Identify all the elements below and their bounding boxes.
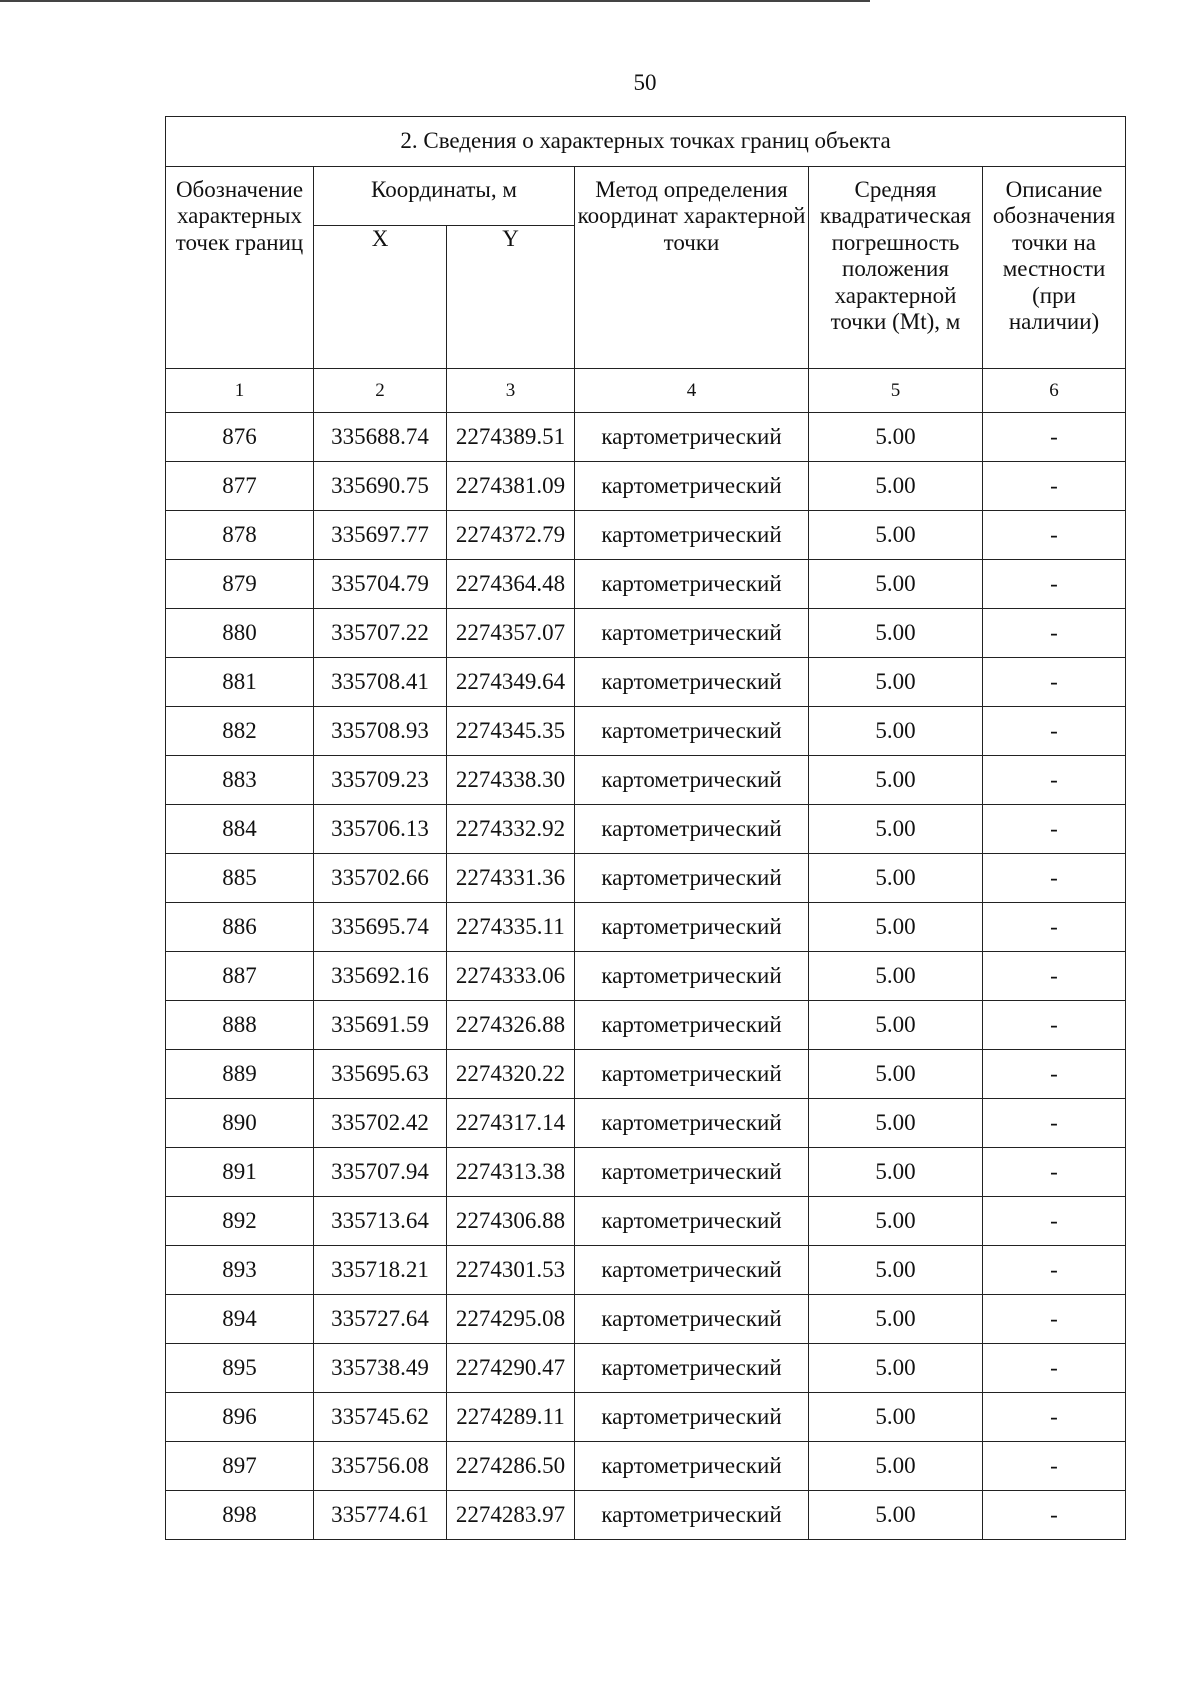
error-cell: 5.00 bbox=[809, 560, 983, 609]
x-coordinate-cell: 335745.62 bbox=[314, 1393, 447, 1442]
method-cell: картометрический bbox=[575, 756, 809, 805]
method-cell: картометрический bbox=[575, 707, 809, 756]
y-coordinate-cell: 2274381.09 bbox=[447, 462, 575, 511]
point-id-cell: 883 bbox=[166, 756, 314, 805]
header-description: Описание обозначения точки на местности (при наличии) bbox=[983, 167, 1126, 369]
method-cell: картометрический bbox=[575, 1050, 809, 1099]
error-cell: 5.00 bbox=[809, 1001, 983, 1050]
table-row bbox=[166, 1344, 1126, 1393]
error-cell: 5.00 bbox=[809, 1295, 983, 1344]
y-coordinate-cell: 2274333.06 bbox=[447, 952, 575, 1001]
error-cell: 5.00 bbox=[809, 756, 983, 805]
y-coordinate-cell: 2274364.48 bbox=[447, 560, 575, 609]
column-number: 5 bbox=[809, 369, 983, 413]
table-row bbox=[166, 903, 1126, 952]
boundary-points-table bbox=[165, 116, 1126, 1540]
point-id-cell: 877 bbox=[166, 462, 314, 511]
method-cell: картометрический bbox=[575, 854, 809, 903]
point-id-cell: 896 bbox=[166, 1393, 314, 1442]
description-cell: - bbox=[983, 805, 1126, 854]
description-cell: - bbox=[983, 511, 1126, 560]
y-coordinate-cell: 2274295.08 bbox=[447, 1295, 575, 1344]
error-cell: 5.00 bbox=[809, 1099, 983, 1148]
point-id-cell: 897 bbox=[166, 1442, 314, 1491]
description-cell: - bbox=[983, 1148, 1126, 1197]
point-id-cell: 882 bbox=[166, 707, 314, 756]
y-coordinate-cell: 2274283.97 bbox=[447, 1491, 575, 1540]
point-id-cell: 885 bbox=[166, 854, 314, 903]
method-cell: картометрический bbox=[575, 511, 809, 560]
description-cell: - bbox=[983, 658, 1126, 707]
method-cell: картометрический bbox=[575, 1442, 809, 1491]
y-coordinate-cell: 2274338.30 bbox=[447, 756, 575, 805]
table-row bbox=[166, 1246, 1126, 1295]
y-coordinate-cell: 2274357.07 bbox=[447, 609, 575, 658]
table-row bbox=[166, 854, 1126, 903]
table-row bbox=[166, 609, 1126, 658]
error-cell: 5.00 bbox=[809, 1246, 983, 1295]
header-designation: Обозначение характерных точек границ bbox=[166, 167, 314, 369]
method-cell: картометрический bbox=[575, 658, 809, 707]
page-number: 50 bbox=[633, 70, 657, 95]
error-cell: 5.00 bbox=[809, 1050, 983, 1099]
y-coordinate-cell: 2274372.79 bbox=[447, 511, 575, 560]
column-numbers-row bbox=[166, 369, 1126, 413]
point-id-cell: 881 bbox=[166, 658, 314, 707]
y-coordinate-cell: 2274389.51 bbox=[447, 413, 575, 462]
error-cell: 5.00 bbox=[809, 903, 983, 952]
y-coordinate-cell: 2274332.92 bbox=[447, 805, 575, 854]
table-row bbox=[166, 1050, 1126, 1099]
error-cell: 5.00 bbox=[809, 609, 983, 658]
method-cell: картометрический bbox=[575, 1246, 809, 1295]
table-row bbox=[166, 1393, 1126, 1442]
point-id-cell: 887 bbox=[166, 952, 314, 1001]
table-row bbox=[166, 1295, 1126, 1344]
description-cell: - bbox=[983, 462, 1126, 511]
method-cell: картометрический bbox=[575, 1393, 809, 1442]
y-coordinate-cell: 2274335.11 bbox=[447, 903, 575, 952]
point-id-cell: 886 bbox=[166, 903, 314, 952]
point-id-cell: 879 bbox=[166, 560, 314, 609]
point-id-cell: 890 bbox=[166, 1099, 314, 1148]
description-cell: - bbox=[983, 1197, 1126, 1246]
point-id-cell: 893 bbox=[166, 1246, 314, 1295]
y-coordinate-cell: 2274320.22 bbox=[447, 1050, 575, 1099]
error-cell: 5.00 bbox=[809, 952, 983, 1001]
x-coordinate-cell: 335692.16 bbox=[314, 952, 447, 1001]
point-id-cell: 888 bbox=[166, 1001, 314, 1050]
method-cell: картометрический bbox=[575, 462, 809, 511]
x-coordinate-cell: 335708.41 bbox=[314, 658, 447, 707]
method-cell: картометрический bbox=[575, 1491, 809, 1540]
error-cell: 5.00 bbox=[809, 707, 983, 756]
top-rule bbox=[0, 0, 870, 2]
error-cell: 5.00 bbox=[809, 1197, 983, 1246]
error-cell: 5.00 bbox=[809, 658, 983, 707]
y-coordinate-cell: 2274331.36 bbox=[447, 854, 575, 903]
x-coordinate-cell: 335702.66 bbox=[314, 854, 447, 903]
x-coordinate-cell: 335713.64 bbox=[314, 1197, 447, 1246]
error-cell: 5.00 bbox=[809, 1344, 983, 1393]
y-coordinate-cell: 2274345.35 bbox=[447, 707, 575, 756]
table-row bbox=[166, 805, 1126, 854]
x-coordinate-cell: 335738.49 bbox=[314, 1344, 447, 1393]
table-row bbox=[166, 511, 1126, 560]
header-method: Метод определения координат характерной точки bbox=[575, 167, 809, 369]
table-row bbox=[166, 952, 1126, 1001]
section-title: 2. Сведения о характерных точках границ объекта bbox=[166, 117, 1126, 167]
method-cell: картометрический bbox=[575, 952, 809, 1001]
method-cell: картометрический bbox=[575, 805, 809, 854]
method-cell: картометрический bbox=[575, 560, 809, 609]
error-cell: 5.00 bbox=[809, 805, 983, 854]
description-cell: - bbox=[983, 1050, 1126, 1099]
x-coordinate-cell: 335691.59 bbox=[314, 1001, 447, 1050]
header-x: X bbox=[314, 226, 447, 369]
x-coordinate-cell: 335774.61 bbox=[314, 1491, 447, 1540]
header-error: Средняя квадратическая погрешность положения характерной точки (Mt), м bbox=[809, 167, 983, 369]
error-cell: 5.00 bbox=[809, 1442, 983, 1491]
description-cell: - bbox=[983, 609, 1126, 658]
description-cell: - bbox=[983, 903, 1126, 952]
description-cell: - bbox=[983, 1246, 1126, 1295]
table-row bbox=[166, 707, 1126, 756]
point-id-cell: 889 bbox=[166, 1050, 314, 1099]
table-row bbox=[166, 1148, 1126, 1197]
table-row bbox=[166, 658, 1126, 707]
point-id-cell: 878 bbox=[166, 511, 314, 560]
y-coordinate-cell: 2274289.11 bbox=[447, 1393, 575, 1442]
description-cell: - bbox=[983, 413, 1126, 462]
description-cell: - bbox=[983, 1393, 1126, 1442]
table-row bbox=[166, 462, 1126, 511]
point-id-cell: 891 bbox=[166, 1148, 314, 1197]
method-cell: картометрический bbox=[575, 609, 809, 658]
point-id-cell: 880 bbox=[166, 609, 314, 658]
y-coordinate-cell: 2274306.88 bbox=[447, 1197, 575, 1246]
y-coordinate-cell: 2274301.53 bbox=[447, 1246, 575, 1295]
point-id-cell: 895 bbox=[166, 1344, 314, 1393]
x-coordinate-cell: 335695.63 bbox=[314, 1050, 447, 1099]
error-cell: 5.00 bbox=[809, 1491, 983, 1540]
method-cell: картометрический bbox=[575, 1295, 809, 1344]
error-cell: 5.00 bbox=[809, 462, 983, 511]
description-cell: - bbox=[983, 1099, 1126, 1148]
description-cell: - bbox=[983, 756, 1126, 805]
description-cell: - bbox=[983, 560, 1126, 609]
description-cell: - bbox=[983, 1491, 1126, 1540]
description-cell: - bbox=[983, 1344, 1126, 1393]
description-cell: - bbox=[983, 854, 1126, 903]
column-number: 3 bbox=[447, 369, 575, 413]
x-coordinate-cell: 335727.64 bbox=[314, 1295, 447, 1344]
x-coordinate-cell: 335697.77 bbox=[314, 511, 447, 560]
x-coordinate-cell: 335718.21 bbox=[314, 1246, 447, 1295]
error-cell: 5.00 bbox=[809, 854, 983, 903]
header-coordinates: Координаты, м bbox=[314, 167, 575, 226]
point-id-cell: 892 bbox=[166, 1197, 314, 1246]
x-coordinate-cell: 335695.74 bbox=[314, 903, 447, 952]
table-row bbox=[166, 1442, 1126, 1491]
y-coordinate-cell: 2274290.47 bbox=[447, 1344, 575, 1393]
point-id-cell: 898 bbox=[166, 1491, 314, 1540]
description-cell: - bbox=[983, 1295, 1126, 1344]
table-row bbox=[166, 1491, 1126, 1540]
column-number: 2 bbox=[314, 369, 447, 413]
description-cell: - bbox=[983, 1442, 1126, 1491]
method-cell: картометрический bbox=[575, 1344, 809, 1393]
table-row bbox=[166, 756, 1126, 805]
point-id-cell: 876 bbox=[166, 413, 314, 462]
y-coordinate-cell: 2274286.50 bbox=[447, 1442, 575, 1491]
x-coordinate-cell: 335707.22 bbox=[314, 609, 447, 658]
column-number: 6 bbox=[983, 369, 1126, 413]
x-coordinate-cell: 335706.13 bbox=[314, 805, 447, 854]
column-number: 1 bbox=[166, 369, 314, 413]
method-cell: картометрический bbox=[575, 903, 809, 952]
column-number: 4 bbox=[575, 369, 809, 413]
header-y: Y bbox=[447, 226, 575, 369]
x-coordinate-cell: 335708.93 bbox=[314, 707, 447, 756]
description-cell: - bbox=[983, 707, 1126, 756]
x-coordinate-cell: 335702.42 bbox=[314, 1099, 447, 1148]
x-coordinate-cell: 335707.94 bbox=[314, 1148, 447, 1197]
method-cell: картометрический bbox=[575, 1099, 809, 1148]
y-coordinate-cell: 2274313.38 bbox=[447, 1148, 575, 1197]
description-cell: - bbox=[983, 1001, 1126, 1050]
point-id-cell: 884 bbox=[166, 805, 314, 854]
method-cell: картометрический bbox=[575, 1197, 809, 1246]
x-coordinate-cell: 335704.79 bbox=[314, 560, 447, 609]
table-row bbox=[166, 413, 1126, 462]
point-id-cell: 894 bbox=[166, 1295, 314, 1344]
method-cell: картометрический bbox=[575, 1001, 809, 1050]
y-coordinate-cell: 2274349.64 bbox=[447, 658, 575, 707]
description-cell: - bbox=[983, 952, 1126, 1001]
method-cell: картометрический bbox=[575, 1148, 809, 1197]
error-cell: 5.00 bbox=[809, 413, 983, 462]
table-row bbox=[166, 1001, 1126, 1050]
x-coordinate-cell: 335756.08 bbox=[314, 1442, 447, 1491]
method-cell: картометрический bbox=[575, 413, 809, 462]
table-row bbox=[166, 1197, 1126, 1246]
error-cell: 5.00 bbox=[809, 511, 983, 560]
error-cell: 5.00 bbox=[809, 1148, 983, 1197]
x-coordinate-cell: 335688.74 bbox=[314, 413, 447, 462]
x-coordinate-cell: 335690.75 bbox=[314, 462, 447, 511]
table-row bbox=[166, 560, 1126, 609]
table-row bbox=[166, 1099, 1126, 1148]
y-coordinate-cell: 2274326.88 bbox=[447, 1001, 575, 1050]
y-coordinate-cell: 2274317.14 bbox=[447, 1099, 575, 1148]
error-cell: 5.00 bbox=[809, 1393, 983, 1442]
x-coordinate-cell: 335709.23 bbox=[314, 756, 447, 805]
